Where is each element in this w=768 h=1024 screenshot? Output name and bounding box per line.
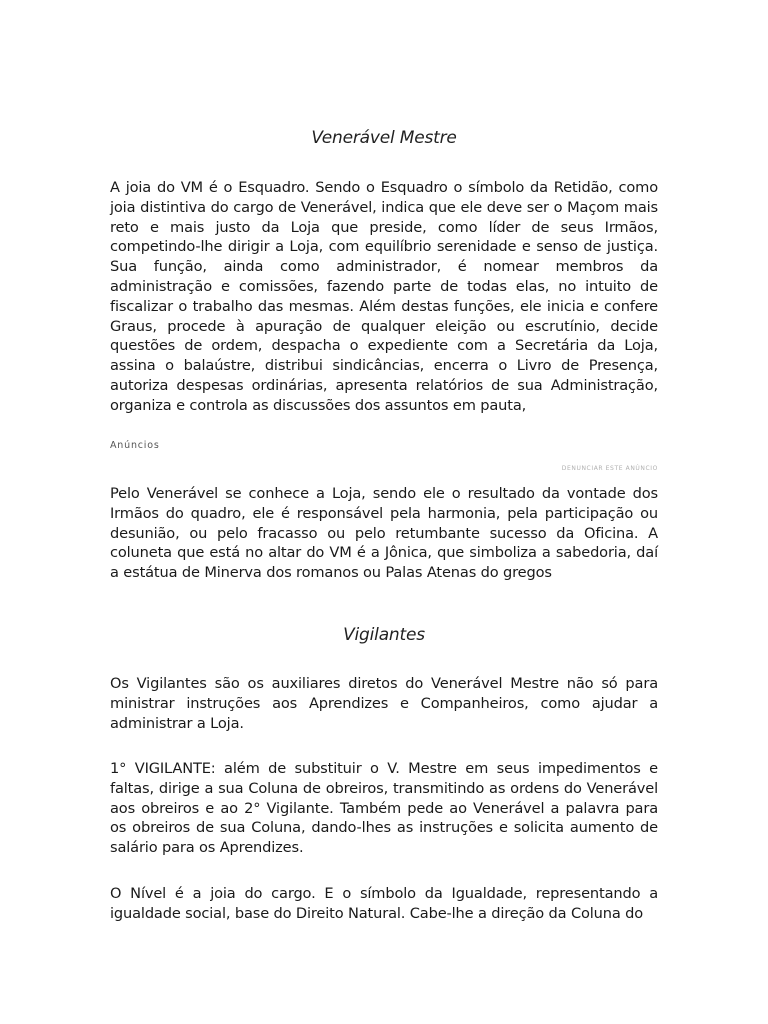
section-title-veneravel-mestre: Venerável Mestre: [311, 128, 457, 148]
report-ad-link[interactable]: DENUNCIAR ESTE ANÚNCIO: [561, 465, 658, 472]
ads-label: Anúncios: [110, 440, 160, 451]
paragraph-primeiro-vigilante: 1° VIGILANTE: além de substituir o V. Mestre em seus impedimentos e faltas, dirige a sua Coluna de obreiros, transmitindo as ordens do Venerável aos obreiros e ao 2° Vigilante. Também pede ao Venerável a palavra para os obreiros de sua Coluna, dando-lhes as instruções e solicita aumento de salário para os Aprendizes.: [110, 760, 658, 857]
paragraph-vm-loja: Pelo Venerável se conhece a Loja, sendo ele o resultado da vontade dos Irmãos do quadro, ele é responsável pela harmonia, pela participação ou desunião, ou pelo fracasso ou pelo retumbante sucesso da Oficina. A coluneta que está no altar do VM é a Jônica, que simboliza a sabedoria, daí a estátua de Minerva dos romanos ou Palas Atenas do gregos: [110, 485, 658, 582]
paragraph-vigilantes-intro: Os Vigilantes são os auxiliares diretos do Venerável Mestre não só para ministrar instruções aos Aprendizes e Companheiros, como ajudar a administrar a Loja.: [110, 675, 658, 732]
paragraph-vm-joia: A joia do VM é o Esquadro. Sendo o Esquadro o símbolo da Retidão, como joia distintiva do cargo de Venerável, indica que ele deve ser o Maçom mais reto e mais justo da Loja que preside, como líder de seus Irmãos, competindo-lhe dirigir a Loja, com equilíbrio serenidade e senso de justiça. Sua função, ainda como administrador, é nomear membros da administração e comissões, fazendo parte de todas elas, no intuito de fiscalizar o trabalho das mesmas. Além destas funções, ele inicia e confere Graus, procede à apuração de qualquer eleição ou escrutínio, decide questões de ordem, despacha o expediente com a Secretária da Loja, assina o balaústre, distribui sindicâncias, encerra o Livro de Presença, autoriza despesas ordinárias, apresenta relatórios de sua Administração, organiza e controla as discussões dos assuntos em pauta,: [110, 179, 658, 414]
section-title-vigilantes: Vigilantes: [343, 625, 425, 645]
paragraph-nivel: O Nível é a joia do cargo. E o símbolo da Igualdade, representando a igualdade social, base do Direito Natural. Cabe-lhe a direção da Coluna do: [110, 885, 658, 922]
